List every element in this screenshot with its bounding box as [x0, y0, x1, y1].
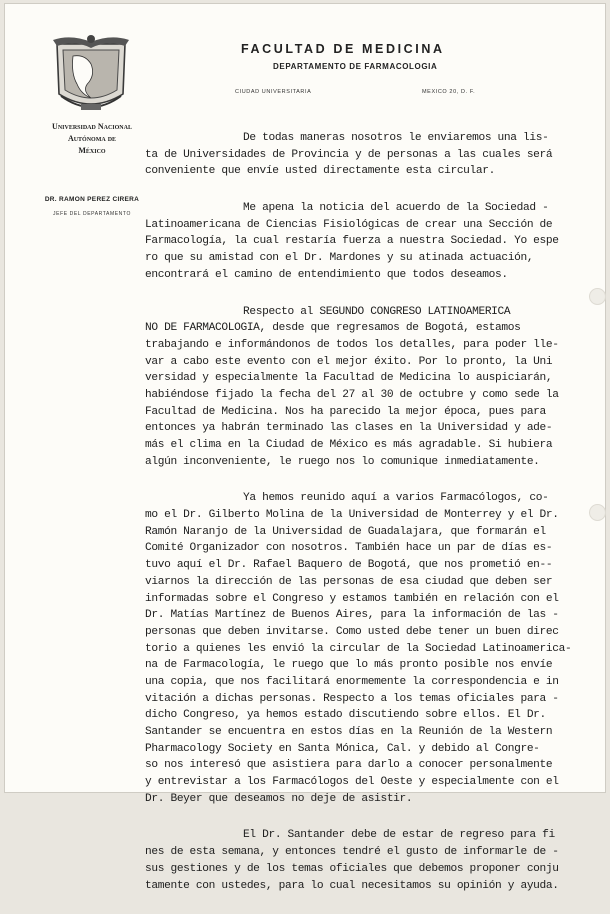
department-name: DEPARTAMENTO DE FARMACOLOGIA	[273, 62, 438, 71]
ciudad-universitaria: CIUDAD UNIVERSITARIA	[235, 89, 312, 95]
text-line: var a cabo este evento con el mejor éxito. Por lo pronto, la Uni	[145, 355, 553, 368]
text-line: El Dr. Santander debe de estar de regreso para fi	[243, 829, 555, 842]
text-line: tuvo aquí el Dr. Rafael Baquero de Bogotá, que nos prometió en--	[145, 559, 553, 572]
text-line: versidad y especialmente la Facultad de Medicina lo auspiciarán,	[145, 372, 553, 385]
text-line: na de Farmacología, le ruego que lo más pronto posible nos envíe	[145, 659, 553, 672]
text-line: dicho Congreso, ya hemos estado discutiendo sobre ellos. El Dr.	[145, 709, 546, 722]
text-line: ta de Universidades de Provincia y de personas a las cuales será	[145, 148, 553, 161]
text-line: Comité Organizador con nosotros. También hace un par de días es-	[145, 542, 553, 555]
university-line: Autónoma de	[67, 134, 117, 143]
text-line: Latinoamericana de Ciencias Fisiológicas de crear una Sección de	[145, 218, 553, 231]
text-line: Pharmacology Society en Santa Mónica, Cal. y debido al Congre-	[145, 742, 540, 755]
text-line: tamente con ustedes, para lo cual necesitamos su opinión y ayuda.	[145, 879, 559, 892]
location: MEXICO 20, D. F.	[422, 89, 476, 95]
text-line: Facultad de Medicina. Nos ha parecido la mejor época, pues para	[145, 405, 546, 418]
punch-hole	[589, 288, 606, 305]
text-line: De todas maneras nosotros le enviaremos una lis-	[243, 132, 549, 144]
text-line: encontrará el camino de entendimiento que todos deseamos.	[145, 268, 508, 281]
letter-page	[4, 3, 606, 892]
text-line: viarnos la dirección de las personas de esa ciudad que deben ser	[145, 575, 553, 588]
text-line: más el clima en la Ciudad de México es más agradable. Si hubiera	[145, 439, 553, 451]
director-title: JEFE DEL DEPARTAMENTO	[53, 211, 131, 217]
university-seal-icon	[51, 34, 131, 116]
university-line: México	[78, 146, 106, 155]
text-line: conveniente que envíe usted directamente esta circular.	[145, 165, 495, 178]
text-line: personas que deben invitarse. Como usted debe tener un buen direc	[145, 625, 559, 638]
paragraph	[145, 200, 565, 283]
punch-hole	[589, 504, 606, 521]
text-line: Dr. Matías Martínez de Buenos Aires, para la información de las -	[145, 609, 559, 622]
text-line: so nos interesó que asistiera para darlo a conocer personalmente	[145, 759, 553, 772]
text-line: sus gestiones y de los temas oficiales que debemos proponer conju	[145, 862, 559, 875]
paragraph	[145, 827, 565, 894]
text-line: Respecto al SEGUNDO CONGRESO LATINOAMERICA	[243, 305, 511, 318]
text-line: y entrevistar a los Farmacólogos del Oeste y especialmente con el	[145, 776, 559, 789]
text-line: torio a quienes les envió la circular de la Sociedad Latinoamerica-	[145, 642, 572, 655]
text-line: Farmacología, la cual restaría fuerza a nuestra Sociedad. Yo espe	[145, 235, 559, 248]
letter-body	[145, 130, 572, 914]
university-name	[31, 121, 153, 157]
text-line: trabajando e informándonos de todos los detalles, para poder lle-	[145, 338, 559, 351]
text-line: entonces ya habrán terminado las clases en la Universidad y ade-	[145, 422, 553, 435]
text-line: algún inconveniente, le ruego nos lo comunique inmediatamente.	[145, 455, 540, 468]
university-line: Universidad Nacional	[52, 122, 132, 131]
paragraph	[145, 304, 565, 471]
paragraph	[145, 130, 565, 180]
text-line: Me apena la noticia del acuerdo de la Sociedad -	[243, 202, 549, 215]
text-line: NO DE FARMACOLOGIA, desde que regresamos de Bogotá, estamos	[145, 322, 521, 335]
director-name: DR. RAMON PEREZ CIRERA	[44, 196, 140, 203]
text-line: ro que su amistad con el Dr. Mardones y su atinada actuación,	[145, 252, 534, 265]
text-line: una copia, que nos facilitará enormemente la correspondencia e in	[145, 675, 559, 688]
text-line: informadas sobre el Congreso y estamos también en relación con el	[145, 592, 559, 605]
text-line: Santander se encuentra en estos días en la Reunión de la Western	[145, 726, 553, 738]
text-line: habiéndose fijado la fecha del 27 al 30 de octubre y como sede la	[145, 388, 559, 401]
text-line: Ramón Naranjo de la Universidad de Guadalajara, que formarán el	[145, 525, 546, 538]
faculty-title: FACULTAD DE MEDICINA	[241, 42, 445, 56]
text-line: vitación a dichas personas. Respecto a los temas oficiales para -	[145, 692, 559, 705]
text-line: nes de esta semana, y entonces tendré el gusto de informarle de -	[145, 846, 559, 859]
paragraph	[145, 490, 572, 807]
text-line: Dr. Beyer que deseamos no deje de asistir.	[145, 792, 413, 805]
text-line: Ya hemos reunido aquí a varios Farmacólogos, co-	[243, 492, 549, 505]
text-line: mo el Dr. Gilberto Molina de la Universidad de Monterrey y el Dr.	[145, 509, 559, 522]
